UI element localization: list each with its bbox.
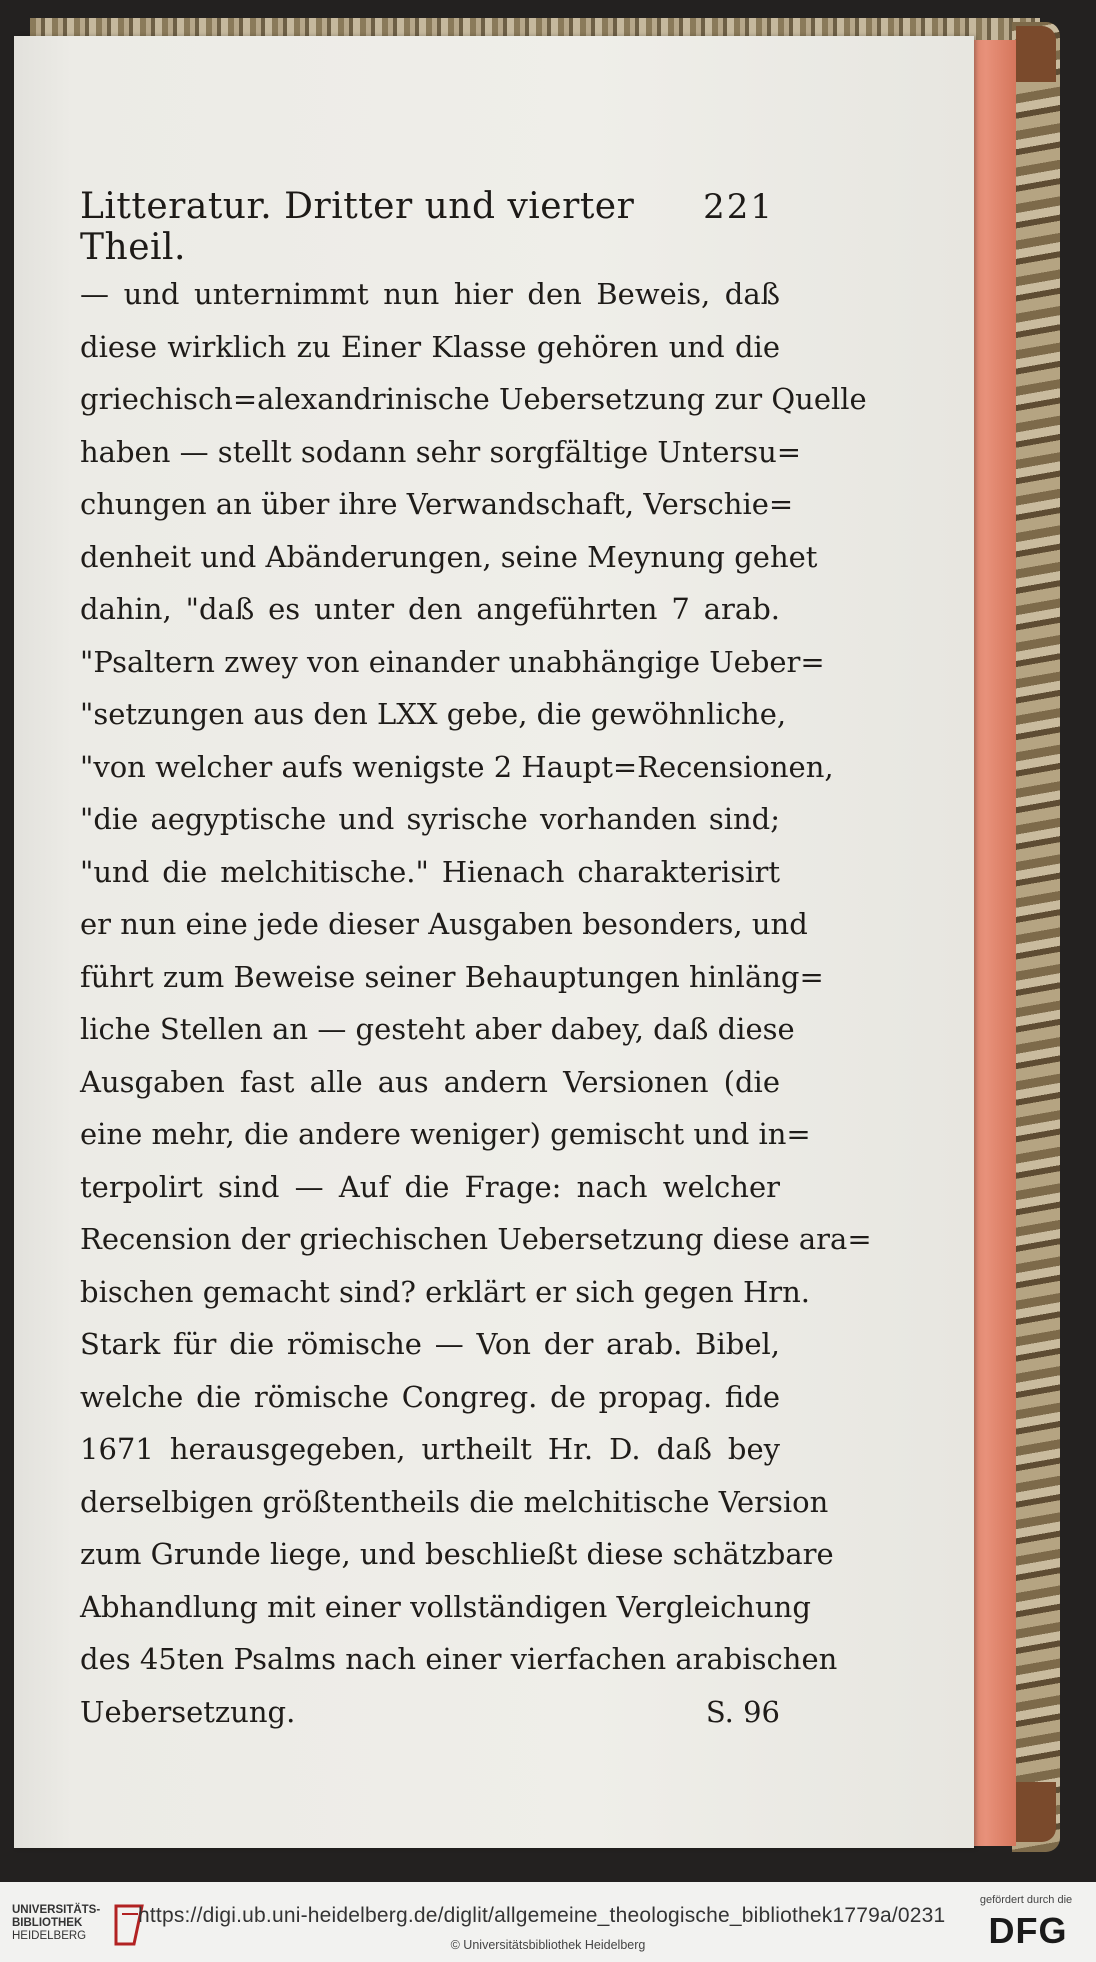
text-line: "von welcher aufs wenigste 2 Haupt=Recensionen, — [80, 749, 834, 784]
text-line: des 45ten Psalms nach einer vierfachen arabischen — [80, 1642, 838, 1676]
leather-corner-top — [1016, 26, 1056, 82]
last-line-text: Uebersetzung. — [80, 1694, 296, 1729]
permalink-url[interactable]: https://digi.ub.uni-heidelberg.de/diglit/allgemeine_theologische_bibliothek1779a/0231 — [138, 1904, 946, 1927]
text-line: er nun eine jede dieser Ausgaben besonders, und — [80, 907, 808, 941]
viewer-footer — [0, 1882, 1096, 1962]
text-line: bischen gemacht sind? erklärt er sich gegen Hrn. — [80, 1274, 810, 1309]
body-text — [80, 268, 872, 1738]
page-number: 221 — [703, 187, 774, 227]
text-line: — und unternimmt nun hier den Beweis, daß — [80, 277, 780, 311]
funded-by-label: gefördert durch die — [979, 1894, 1073, 1906]
text-line: chungen an über ihre Verwandschaft, Verschie= — [80, 487, 794, 521]
text-line: "und die melchitische." Hienach charakterisirt — [80, 854, 780, 889]
text-line: "Psaltern zwey von einander unabhängige Ueber= — [80, 644, 825, 679]
copyright-notice: © Universitätsbibliothek Heidelberg — [450, 1938, 646, 1952]
text-line: diese wirklich zu Einer Klasse gehören und die — [80, 329, 780, 364]
library-name-line: BIBLIOTHEK — [12, 1917, 83, 1929]
text-line: terpolirt sind — Auf die Frage: nach welcher — [80, 1169, 780, 1204]
library-name-line: HEIDELBERG — [12, 1930, 87, 1942]
text-line: führt zum Beweise seiner Behauptungen hinläng= — [80, 959, 824, 994]
text-line: Recension der griechischen Uebersetzung diese ara= — [80, 1222, 872, 1256]
dfg-logo: DFG — [988, 1910, 1068, 1951]
text-line: derselbigen größtentheils die melchitische Version — [80, 1484, 829, 1519]
text-line: Stark für die römische — Von der arab. Bibel, — [80, 1327, 780, 1361]
leather-corner-bottom — [1016, 1782, 1056, 1842]
text-line: "die aegyptische und syrische vorhanden sind; — [80, 802, 780, 836]
text-line: 1671 herausgegeben, urtheilt Hr. D. daß bey — [80, 1432, 780, 1466]
text-line: Ausgaben fast alle aus andern Versionen (die — [80, 1064, 780, 1099]
text-line: dahin, "daß es unter den angeführten 7 arab. — [80, 592, 780, 626]
library-name-line: UNIVERSITÄTS- — [12, 1904, 101, 1916]
text-line: liche Stellen an — gesteht aber dabey, daß diese — [80, 1012, 795, 1046]
text-line: griechisch=alexandrinische Uebersetzung zur Quelle — [80, 382, 867, 416]
text-line: welche die römische Congreg. de propag. fide — [80, 1379, 780, 1414]
catchword: S. 96 — [705, 1694, 780, 1729]
text-line-last — [80, 1686, 780, 1739]
marbled-cover-right — [1012, 22, 1060, 1852]
text-line: zum Grunde liege, und beschließt diese schätzbare — [80, 1537, 834, 1571]
page-header — [80, 186, 774, 268]
running-title: Litteratur. Dritter und vierter Theil. — [80, 186, 635, 268]
text-line: haben — stellt sodann sehr sorgfältige Untersu= — [80, 434, 802, 469]
text-line: denheit und Abänderungen, seine Meynung gehet — [80, 539, 818, 574]
text-line: "setzungen aus den LXX gebe, die gewöhnliche, — [80, 697, 787, 731]
text-line: Abhandlung mit einer vollständigen Vergleichung — [80, 1589, 811, 1624]
text-line: eine mehr, die andere weniger) gemischt und in= — [80, 1117, 811, 1151]
